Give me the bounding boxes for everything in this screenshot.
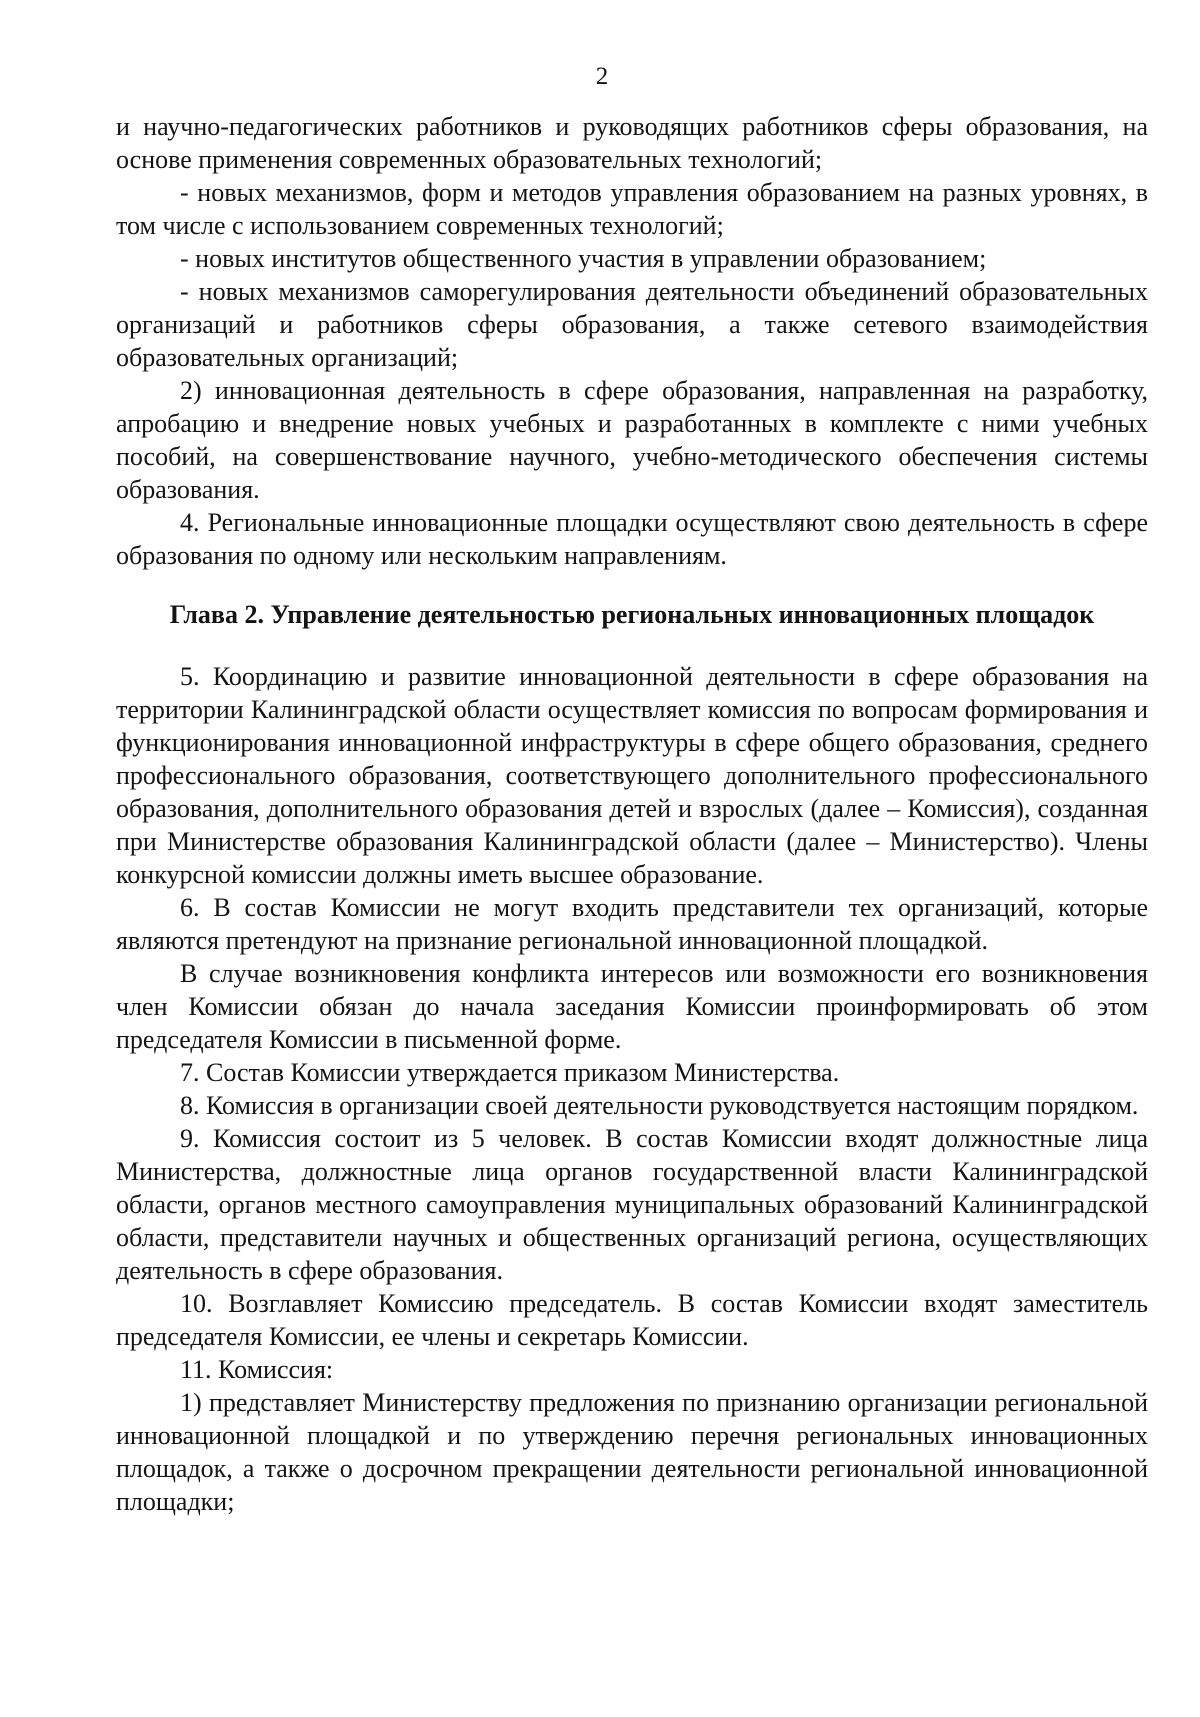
page-number: 2 [595,63,609,90]
paragraph: 6. В состав Комиссии не могут входить представители тех организаций, которые являются претендуют на признание региональной инновационной площадкой. [116,893,1148,955]
paragraph: 4. Региональные инновационные площадки осуществляют свою деятельность в сфере образования по одному или нескольким направлениям. [116,508,1148,570]
paragraph: В случае возникновения конфликта интересов или возможности его возникновения член Комиссии обязан до начала заседания Комиссии проинформировать об этом председателя Комиссии в письменной форме. [116,959,1148,1054]
paragraph: 2) инновационная деятельность в сфере образования, направленная на разработку, апробацию и внедрение новых учебных и разработанных в комплекте с ними учебных пособий, на совершенствование научного, учебно-методического обеспечения системы образования. [116,376,1148,504]
paragraph: 7. Состав Комиссии утверждается приказом Министерства. [180,1058,840,1087]
paragraph: - новых институтов общественного участия в управлении образованием; [180,244,987,273]
paragraph: и научно-педагогических работников и руководящих работников сферы образования, на основе применения современных образовательных технологий; [116,112,1148,174]
paragraph: 1) представляет Министерству предложения по признанию организации региональной инновационной площадкой и по утверждению перечня региональных инновационных площадок, а также о досрочном прекращении деятельности региональной инновационной площадки; [116,1388,1148,1516]
paragraph: 5. Координацию и развитие инновационной деятельности в сфере образования на территории Калининградской области осуществляет комиссия по вопросам формирования и функционирования инновационной инфраструктуры в сфере общего образования, среднего профессионального образования, соответствующего дополнительного профессионального образования, дополнительного образования детей и взрослых (далее – Комиссия), созданная при Министерстве образования Калининградской области (далее – Министерство). Члены конкурсной комиссии должны иметь высшее образование. [116,662,1148,889]
document-body [116,110,1148,1518]
chapter-heading: Глава 2. Управление деятельностью региональных инновационных площадок [169,600,1095,629]
paragraph: 9. Комиссия состоит из 5 человек. В состав Комиссии входят должностные лица Министерства, должностные лица органов государственной власти Калининградской области, органов местного самоуправления муниципальных образований Калининградской области, представители научных и общественных организаций региона, осуществляющих деятельность в сфере образования. [116,1124,1148,1285]
paragraph: 11. Комиссия: [180,1355,334,1384]
paragraph: - новых механизмов саморегулирования деятельности объединений образовательных организаций и работников сферы образования, а также сетевого взаимодействия образовательных организаций; [116,277,1148,372]
paragraph: 8. Комиссия в организации своей деятельности руководствуется настоящим порядком. [180,1091,1139,1120]
paragraph: - новых механизмов, форм и методов управления образованием на разных уровнях, в том числе с использованием современных технологий; [116,178,1148,240]
paragraph: 10. Возглавляет Комиссию председатель. В состав Комиссии входят заместитель председателя Комиссии, ее члены и секретарь Комиссии. [116,1289,1148,1351]
